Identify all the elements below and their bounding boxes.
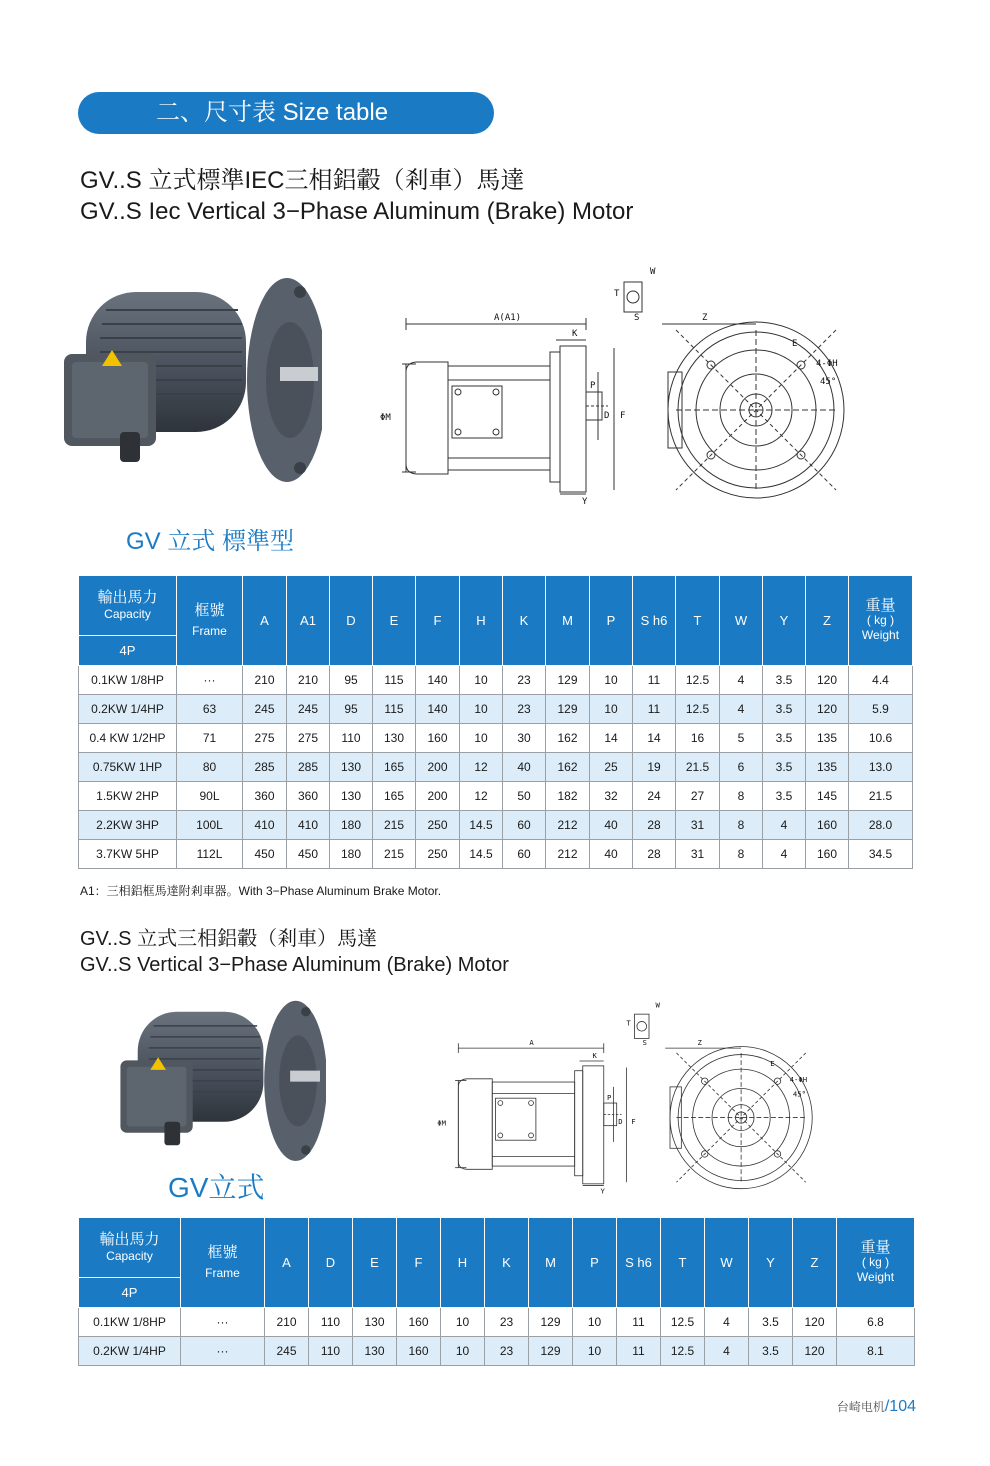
table-cell: 10 <box>590 695 633 724</box>
table-cell: 115 <box>373 666 416 695</box>
table-cell: 200 <box>416 782 460 811</box>
table-row <box>79 782 913 811</box>
table-cell: 145 <box>806 782 849 811</box>
table-cell: 160 <box>806 840 849 869</box>
table-cell: 12 <box>460 753 503 782</box>
header-dim: A <box>243 576 287 666</box>
section2-variant-label: GV立式 <box>168 1172 265 1203</box>
table-cell: 115 <box>373 695 416 724</box>
header-dim: M <box>546 576 590 666</box>
table-cell: 215 <box>373 811 416 840</box>
header-dim: S h6 <box>633 576 676 666</box>
table-cell: 10 <box>441 1337 485 1366</box>
diagram1-label-t: T <box>614 289 620 299</box>
table-cell: 14.5 <box>460 811 503 840</box>
header-dim: H <box>441 1218 485 1308</box>
table-cell: 23 <box>503 666 546 695</box>
header-weight: 重量 ( kg ) Weight <box>837 1218 915 1308</box>
diagram1-label-angle: 45° <box>820 377 837 387</box>
header-dim: F <box>416 576 460 666</box>
header-capacity: 輸出馬力 Capacity <box>79 1218 181 1278</box>
table-cell: 4 <box>763 840 806 869</box>
table-cell: 200 <box>416 753 460 782</box>
page-number: 104 <box>889 1398 916 1415</box>
dimension-drawing-standard <box>376 262 856 512</box>
table-cell: 5.9 <box>849 695 913 724</box>
table-cell: 10 <box>573 1337 617 1366</box>
header-dim: A <box>265 1218 309 1308</box>
table-cell: 12 <box>460 782 503 811</box>
diagram2-label-w: W <box>655 1000 660 1010</box>
table-cell: ··· <box>177 666 243 695</box>
table-cell: 5 <box>720 724 763 753</box>
table-cell: 135 <box>806 753 849 782</box>
table-cell: 0.75KW 1HP <box>79 753 177 782</box>
table-cell: 8 <box>720 782 763 811</box>
header-dim: M <box>529 1218 573 1308</box>
table-cell: 3.5 <box>763 753 806 782</box>
table-cell: 50 <box>503 782 546 811</box>
table-cell: 160 <box>416 724 460 753</box>
diagram1-label-z: Z <box>702 313 708 323</box>
table-cell: 10 <box>460 724 503 753</box>
table-cell: 0.1KW 1/8HP <box>79 666 177 695</box>
section1-variant-label: GV 立式 標準型 <box>126 528 295 555</box>
table-cell: 129 <box>529 1308 573 1337</box>
table-cell: 12.5 <box>676 666 720 695</box>
diagram1-label-p: P <box>590 381 596 391</box>
table-cell: 162 <box>546 724 590 753</box>
diagram1-label-y: Y <box>582 497 588 507</box>
header-dim: A1 <box>287 576 330 666</box>
table-cell: 140 <box>416 666 460 695</box>
table-cell: 10 <box>573 1308 617 1337</box>
table-cell: 10.6 <box>849 724 913 753</box>
table-cell: 11 <box>617 1337 661 1366</box>
table-cell: 3.5 <box>763 666 806 695</box>
table-cell: 30 <box>503 724 546 753</box>
header-dim: D <box>309 1218 353 1308</box>
table-cell: 27 <box>676 782 720 811</box>
diagram2-label-d: D <box>618 1117 623 1127</box>
header-dim: P <box>590 576 633 666</box>
spec-table-vertical-body <box>79 1308 915 1366</box>
table-row <box>79 811 913 840</box>
diagram2-label-angle: 45° <box>792 1089 806 1099</box>
table-cell: 129 <box>529 1337 573 1366</box>
header-dim: Y <box>749 1218 793 1308</box>
table-cell: 0.2KW 1/4HP <box>79 1337 181 1366</box>
table-cell: 24 <box>633 782 676 811</box>
table-cell: 130 <box>373 724 416 753</box>
header-capacity: 輸出馬力 Capacity <box>79 576 177 636</box>
table-cell: 112L <box>177 840 243 869</box>
table-cell: 3.5 <box>763 782 806 811</box>
table-cell: 40 <box>503 753 546 782</box>
table-cell: 11 <box>633 666 676 695</box>
header-dim: Z <box>806 576 849 666</box>
footer-separator: / <box>884 1398 890 1415</box>
header-frame: 框號 Frame <box>181 1218 265 1308</box>
spec-table-vertical <box>78 1217 915 1366</box>
table-row <box>79 695 913 724</box>
table-cell: 23 <box>485 1337 529 1366</box>
table-cell: 34.5 <box>849 840 913 869</box>
diagram1-label-s: S <box>634 313 640 323</box>
section-banner-text: 二、尺寸表 Size table <box>156 99 389 126</box>
table-cell: 63 <box>177 695 243 724</box>
table-cell: 21.5 <box>676 753 720 782</box>
header-dim: T <box>661 1218 705 1308</box>
dimension-drawing-vertical <box>428 998 828 1200</box>
table-cell: 60 <box>503 840 546 869</box>
table-cell: 12.5 <box>676 695 720 724</box>
table-cell: 21.5 <box>849 782 913 811</box>
table-cell: 3.5 <box>763 724 806 753</box>
table-cell: 4 <box>705 1308 749 1337</box>
table-cell: 3.5 <box>749 1337 793 1366</box>
table-cell: ··· <box>181 1308 265 1337</box>
table-cell: 60 <box>503 811 546 840</box>
table-cell: 110 <box>330 724 373 753</box>
table-cell: 80 <box>177 753 243 782</box>
table-cell: 6.8 <box>837 1308 915 1337</box>
table-cell: 410 <box>287 811 330 840</box>
table-cell: 28 <box>633 840 676 869</box>
header-dim: E <box>353 1218 397 1308</box>
header-weight: 重量 ( kg ) Weight <box>849 576 913 666</box>
table-cell: 8 <box>720 811 763 840</box>
table-row <box>79 840 913 869</box>
header-frame: 框號 Frame <box>177 576 243 666</box>
diagram2-label-e: E <box>770 1058 775 1068</box>
table-cell: 4 <box>705 1337 749 1366</box>
table-cell: 182 <box>546 782 590 811</box>
table-row <box>79 724 913 753</box>
table-cell: 275 <box>287 724 330 753</box>
table-cell: 360 <box>243 782 287 811</box>
table-cell: 450 <box>287 840 330 869</box>
table-cell: ··· <box>181 1337 265 1366</box>
header-dim: Z <box>793 1218 837 1308</box>
table-cell: 10 <box>590 666 633 695</box>
table-cell: 450 <box>243 840 287 869</box>
table-cell: 212 <box>546 840 590 869</box>
table-cell: 10 <box>460 666 503 695</box>
spec-table-standard <box>78 575 913 869</box>
diagram1-label-e: E <box>792 339 798 349</box>
table-cell: 4 <box>720 695 763 724</box>
table-cell: 110 <box>309 1337 353 1366</box>
table-cell: 162 <box>546 753 590 782</box>
header-dim: W <box>705 1218 749 1308</box>
header-dim: P <box>573 1218 617 1308</box>
diagram2-label-k: K <box>592 1050 597 1060</box>
table-cell: 110 <box>309 1308 353 1337</box>
table-cell: 10 <box>441 1308 485 1337</box>
section-banner <box>78 92 494 134</box>
table-cell: 360 <box>287 782 330 811</box>
table-cell: 0.1KW 1/8HP <box>79 1308 181 1337</box>
table-cell: 14.5 <box>460 840 503 869</box>
table-cell: 11 <box>633 695 676 724</box>
diagram1-label-k: K <box>572 329 578 339</box>
header-dim: W <box>720 576 763 666</box>
table-row <box>79 753 913 782</box>
diagram2-label-z: Z <box>697 1037 702 1047</box>
header-dim: K <box>503 576 546 666</box>
table-cell: 12.5 <box>661 1337 705 1366</box>
table-cell: 160 <box>806 811 849 840</box>
table-cell: 130 <box>353 1308 397 1337</box>
table-cell: 130 <box>353 1337 397 1366</box>
table-cell: 245 <box>287 695 330 724</box>
table-cell: 129 <box>546 666 590 695</box>
table-cell: 25 <box>590 753 633 782</box>
table-cell: 40 <box>590 840 633 869</box>
table-cell: 95 <box>330 695 373 724</box>
motor-photo-vertical <box>116 996 326 1161</box>
table-cell: 210 <box>265 1308 309 1337</box>
table-cell: 250 <box>416 840 460 869</box>
section2-title-zh: GV..S 立式三相鋁轂（剎車）馬達 <box>80 928 378 950</box>
table-cell: 13.0 <box>849 753 913 782</box>
table-cell: 23 <box>485 1308 529 1337</box>
section1-title-en: GV..S Iec Vertical 3−Phase Aluminum (Brake) Motor <box>80 198 634 225</box>
table-note: A1：三相鋁框馬達附剎車器。With 3−Phase Aluminum Brake Motor. <box>80 884 442 898</box>
page-footer <box>837 1398 916 1416</box>
table-cell: 8 <box>720 840 763 869</box>
table-cell: 14 <box>633 724 676 753</box>
diagram1-label-w: W <box>650 267 656 277</box>
header-poles: 4P <box>79 1278 181 1308</box>
header-dim: F <box>397 1218 441 1308</box>
header-dim: Y <box>763 576 806 666</box>
footer-brand: 台崎电机 <box>836 1400 885 1414</box>
table-cell: 11 <box>617 1308 661 1337</box>
table-cell: 160 <box>397 1308 441 1337</box>
section1-title-zh: GV..S 立式標準IEC三相鋁轂（剎車）馬達 <box>80 167 525 194</box>
table-cell: 165 <box>373 782 416 811</box>
diagram1-label-m: ΦM <box>380 413 391 423</box>
diagram1-label-h: 4-ΦH <box>816 359 838 369</box>
table-cell: 212 <box>546 811 590 840</box>
table-cell: 19 <box>633 753 676 782</box>
table-cell: 28.0 <box>849 811 913 840</box>
diagram1-label-d: D <box>604 411 610 421</box>
table-cell: 275 <box>243 724 287 753</box>
table-cell: 210 <box>243 666 287 695</box>
table-cell: 120 <box>793 1308 837 1337</box>
table-cell: 0.2KW 1/4HP <box>79 695 177 724</box>
table-cell: 71 <box>177 724 243 753</box>
table-cell: 215 <box>373 840 416 869</box>
table-cell: 40 <box>590 811 633 840</box>
diagram1-label-a: A(A1) <box>494 313 522 323</box>
table-cell: 2.2KW 3HP <box>79 811 177 840</box>
diagram2-label-s: S <box>642 1037 647 1047</box>
table-cell: 8.1 <box>837 1337 915 1366</box>
table-cell: 31 <box>676 811 720 840</box>
table-cell: 130 <box>330 753 373 782</box>
diagram2-label-p: P <box>606 1092 612 1102</box>
section2-title-en: GV..S Vertical 3−Phase Aluminum (Brake) Motor <box>80 954 509 976</box>
table-cell: 4.4 <box>849 666 913 695</box>
diagram2-label-h: 4-ΦH <box>789 1075 808 1085</box>
diagram2-label-m: ΦM <box>437 1118 447 1128</box>
table-cell: 245 <box>265 1337 309 1366</box>
table-cell: 12.5 <box>661 1308 705 1337</box>
table-cell: 410 <box>243 811 287 840</box>
table-cell: 10 <box>460 695 503 724</box>
table-cell: 135 <box>806 724 849 753</box>
table-cell: 129 <box>546 695 590 724</box>
table-cell: 245 <box>243 695 287 724</box>
table-cell: 285 <box>287 753 330 782</box>
table-cell: 165 <box>373 753 416 782</box>
table-cell: 3.5 <box>749 1308 793 1337</box>
table-cell: 6 <box>720 753 763 782</box>
table-cell: 285 <box>243 753 287 782</box>
table-row <box>79 1308 915 1337</box>
diagram1-label-f: F <box>620 411 626 421</box>
table-cell: 16 <box>676 724 720 753</box>
header-dim: T <box>676 576 720 666</box>
table-cell: 180 <box>330 840 373 869</box>
table-cell: 210 <box>287 666 330 695</box>
table-cell: 140 <box>416 695 460 724</box>
table-cell: 4 <box>763 811 806 840</box>
table-cell: 95 <box>330 666 373 695</box>
table-cell: 180 <box>330 811 373 840</box>
table-cell: 160 <box>397 1337 441 1366</box>
table-cell: 1.5KW 2HP <box>79 782 177 811</box>
diagram2-label-a: A <box>529 1037 534 1047</box>
table-cell: 130 <box>330 782 373 811</box>
table-cell: 100L <box>177 811 243 840</box>
header-dim: E <box>373 576 416 666</box>
table-cell: 0.4 KW 1/2HP <box>79 724 177 753</box>
table-cell: 120 <box>806 666 849 695</box>
header-dim: K <box>485 1218 529 1308</box>
table-cell: 120 <box>806 695 849 724</box>
table-cell: 120 <box>793 1337 837 1366</box>
diagram2-label-t: T <box>626 1018 631 1028</box>
header-dim: H <box>460 576 503 666</box>
diagram2-label-y: Y <box>600 1186 605 1196</box>
table-row <box>79 666 913 695</box>
table-cell: 31 <box>676 840 720 869</box>
header-dim: S h6 <box>617 1218 661 1308</box>
table-row <box>79 1337 915 1366</box>
table-cell: 14 <box>590 724 633 753</box>
table-cell: 4 <box>720 666 763 695</box>
table-cell: 23 <box>503 695 546 724</box>
diagram2-label-f: F <box>631 1117 636 1127</box>
table-cell: 250 <box>416 811 460 840</box>
table-cell: 32 <box>590 782 633 811</box>
motor-photo-standard <box>62 272 322 482</box>
table-cell: 3.5 <box>763 695 806 724</box>
header-dim: D <box>330 576 373 666</box>
table-cell: 90L <box>177 782 243 811</box>
table-cell: 3.7KW 5HP <box>79 840 177 869</box>
header-poles: 4P <box>79 636 177 666</box>
table-cell: 28 <box>633 811 676 840</box>
spec-table-standard-body <box>79 666 913 869</box>
